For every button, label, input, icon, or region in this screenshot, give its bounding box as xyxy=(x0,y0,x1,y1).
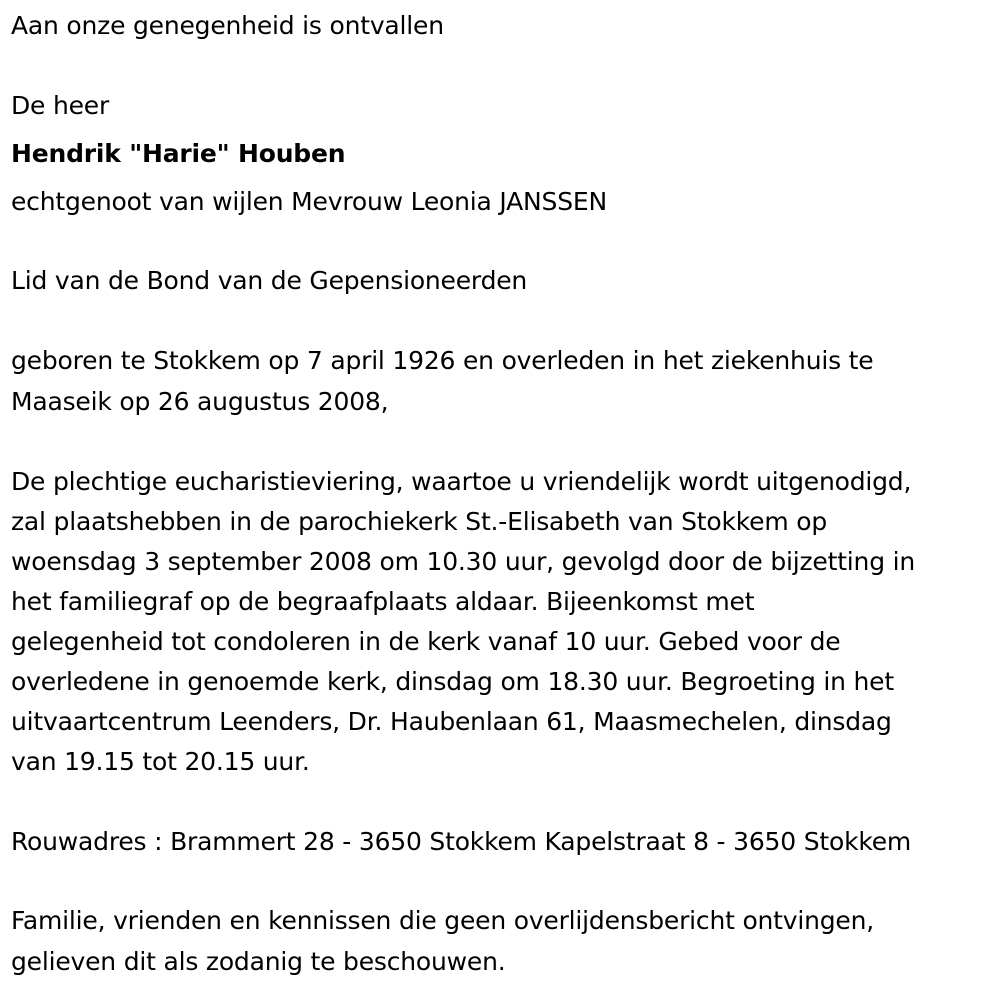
ceremony-line: overledene in genoemde kerk, dinsdag om 18.30 uur. Begroeting in het xyxy=(11,667,894,696)
mourning-address: Rouwadres : Brammert 28 - 3650 Stokkem Kapelstraat 8 - 3650 Stokkem xyxy=(11,827,912,856)
birth-death-line: geboren te Stokkem op 7 april 1926 en overleden in het ziekenhuis te xyxy=(11,346,874,375)
birth-death-line: Maaseik op 26 augustus 2008, xyxy=(11,387,389,416)
ceremony-line: uitvaartcentrum Leenders, Dr. Haubenlaan 61, Maasmechelen, dinsdag xyxy=(11,707,892,736)
membership-text: Lid van de Bond van de Gepensioneerden xyxy=(11,266,528,295)
ceremony-line: gelegenheid tot condoleren in de kerk vanaf 10 uur. Gebed voor de xyxy=(11,627,841,656)
salutation-text: De heer xyxy=(11,91,110,120)
closing-line: Familie, vrienden en kennissen die geen overlijdensbericht ontvingen, xyxy=(11,906,875,935)
ceremony-line: van 19.15 tot 20.15 uur. xyxy=(11,747,310,776)
ceremony-line: De plechtige eucharistieviering, waartoe u vriendelijk wordt uitgenodigd, xyxy=(11,467,912,496)
deceased-name: Hendrik "Harie" Houben xyxy=(11,139,346,168)
ceremony-line: het familiegraf op de begraafplaats aldaar. Bijeenkomst met xyxy=(11,587,755,616)
intro-text: Aan onze genegenheid is ontvallen xyxy=(11,11,444,40)
spouse-text: echtgenoot van wijlen Mevrouw Leonia JANSSEN xyxy=(11,187,607,216)
ceremony-line: woensdag 3 september 2008 om 10.30 uur, gevolgd door de bijzetting in xyxy=(11,547,915,576)
ceremony-line: zal plaatshebben in de parochiekerk St.-Elisabeth van Stokkem op xyxy=(11,507,827,536)
closing-line: gelieven dit als zodanig te beschouwen. xyxy=(11,947,506,976)
